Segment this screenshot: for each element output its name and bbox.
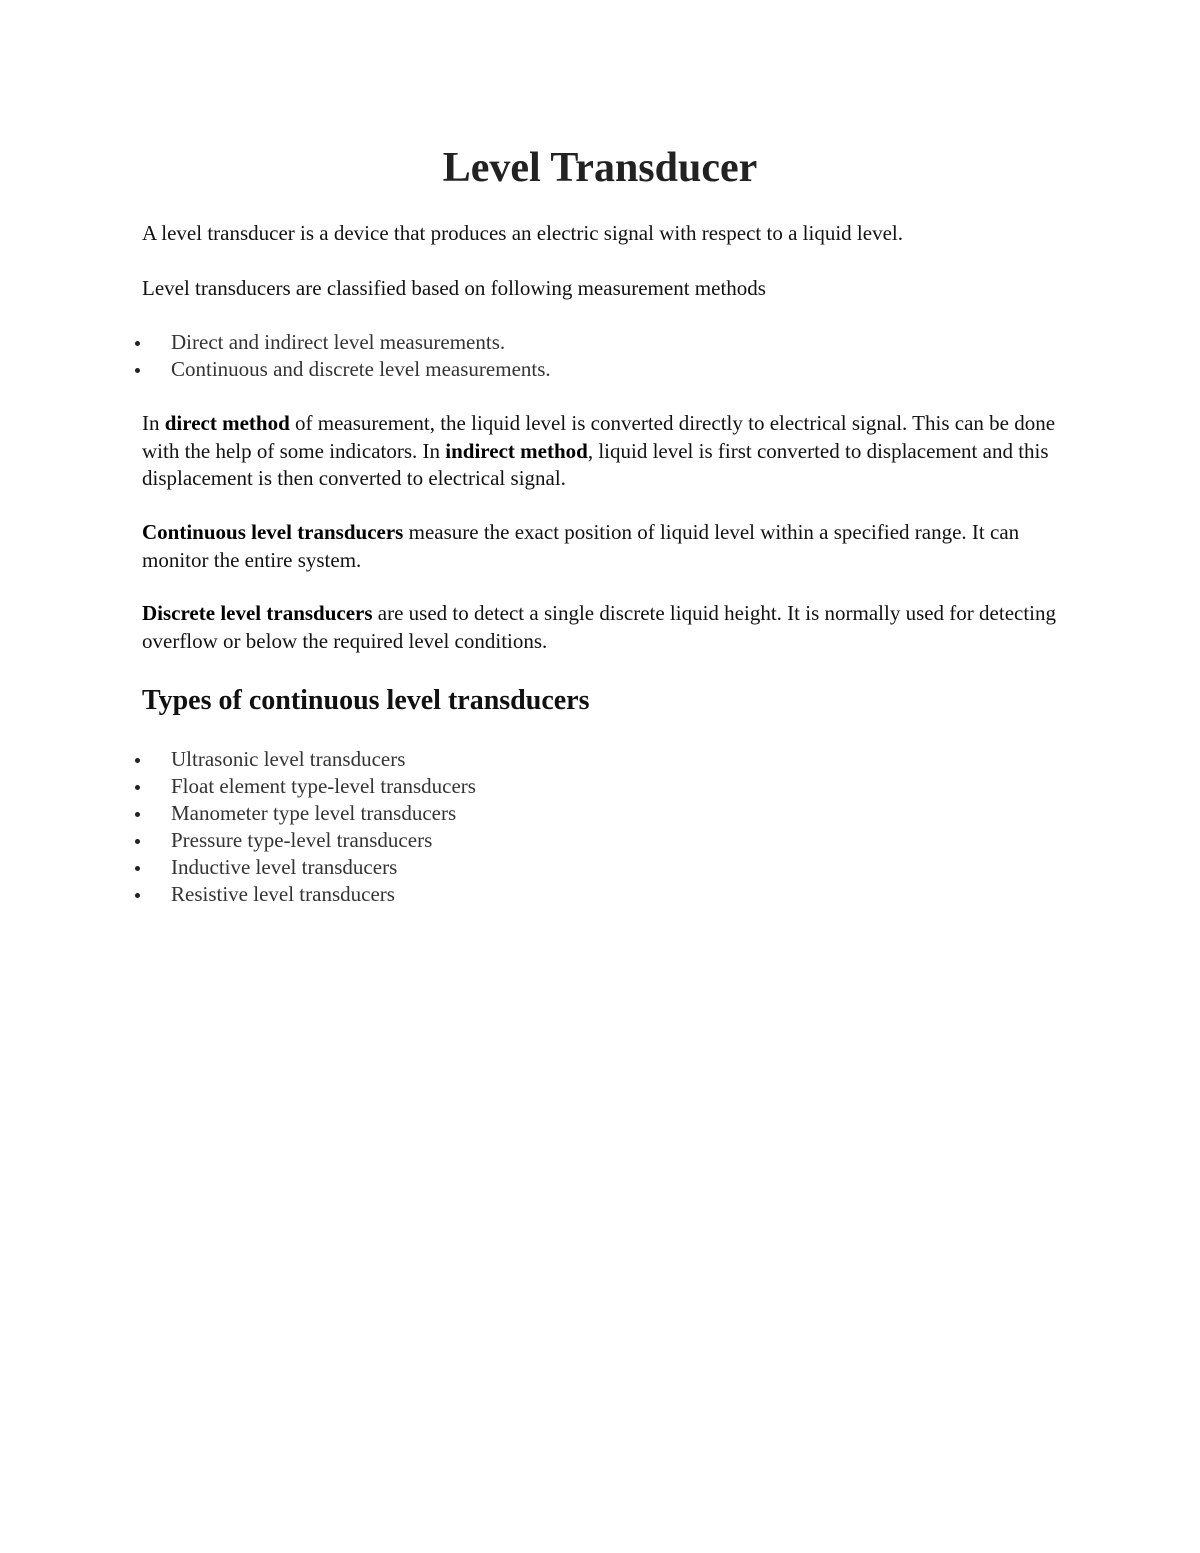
methods-list (142, 329, 551, 383)
bullet-icon (135, 758, 140, 763)
document-title: Level Transducer (442, 145, 758, 191)
list-item-text: Ultrasonic level transducers (171, 747, 406, 771)
text-run: In (142, 411, 165, 435)
bullet-icon (135, 368, 140, 373)
intro-paragraph: A level transducer is a device that produces an electric signal with respect to a liquid level. (142, 221, 903, 245)
direct-method-paragraph (142, 410, 1062, 493)
bullet-icon (135, 839, 140, 844)
classification-lead: Level transducers are classified based on following measurement methods (142, 276, 766, 300)
types-heading: Types of continuous level transducers (142, 685, 590, 716)
bullet-icon (135, 341, 140, 346)
list-item-text: Direct and indirect level measurements. (171, 330, 506, 354)
list-item-text: Pressure type-level transducers (171, 828, 433, 852)
bullet-icon (135, 866, 140, 871)
text-run: , liquid level is first converted to displacement and this displacement is then converted to electrical signal. (142, 438, 1049, 490)
list-item (142, 329, 551, 356)
bullet-icon (135, 785, 140, 790)
list-item-text: Inductive level transducers (171, 855, 398, 879)
list-item-text: Manometer type level transducers (171, 801, 457, 825)
list-item-text: Resistive level transducers (171, 882, 395, 906)
list-item (142, 356, 551, 383)
discrete-paragraph (142, 600, 1062, 655)
list-item (142, 827, 476, 854)
types-list (142, 746, 476, 908)
list-item (142, 881, 476, 908)
list-item (142, 800, 476, 827)
text-run: are used to detect a single discrete liquid height. It is normally used for detecting overflow or below the required level conditions. (142, 601, 1057, 653)
bold-term-continuous: Continuous level transducers (142, 520, 404, 544)
bullet-icon (135, 893, 140, 898)
bold-term-discrete: Discrete level transducers (142, 601, 373, 625)
list-item-text: Continuous and discrete level measurements. (171, 357, 551, 381)
list-item (142, 746, 476, 773)
bold-term-direct-method: direct method (164, 411, 290, 435)
list-item (142, 773, 476, 800)
text-run: of measurement, the liquid level is converted directly to electrical signal. This can be done with the help of some indicators. In (142, 411, 1056, 463)
bold-term-indirect-method: indirect method (445, 438, 588, 463)
continuous-paragraph (142, 519, 1062, 574)
text-run: measure the exact position of liquid level within a specified range. It can monitor the entire system. (142, 520, 1020, 572)
bullet-icon (135, 812, 140, 817)
list-item (142, 854, 476, 881)
list-item-text: Float element type-level transducers (171, 774, 476, 798)
